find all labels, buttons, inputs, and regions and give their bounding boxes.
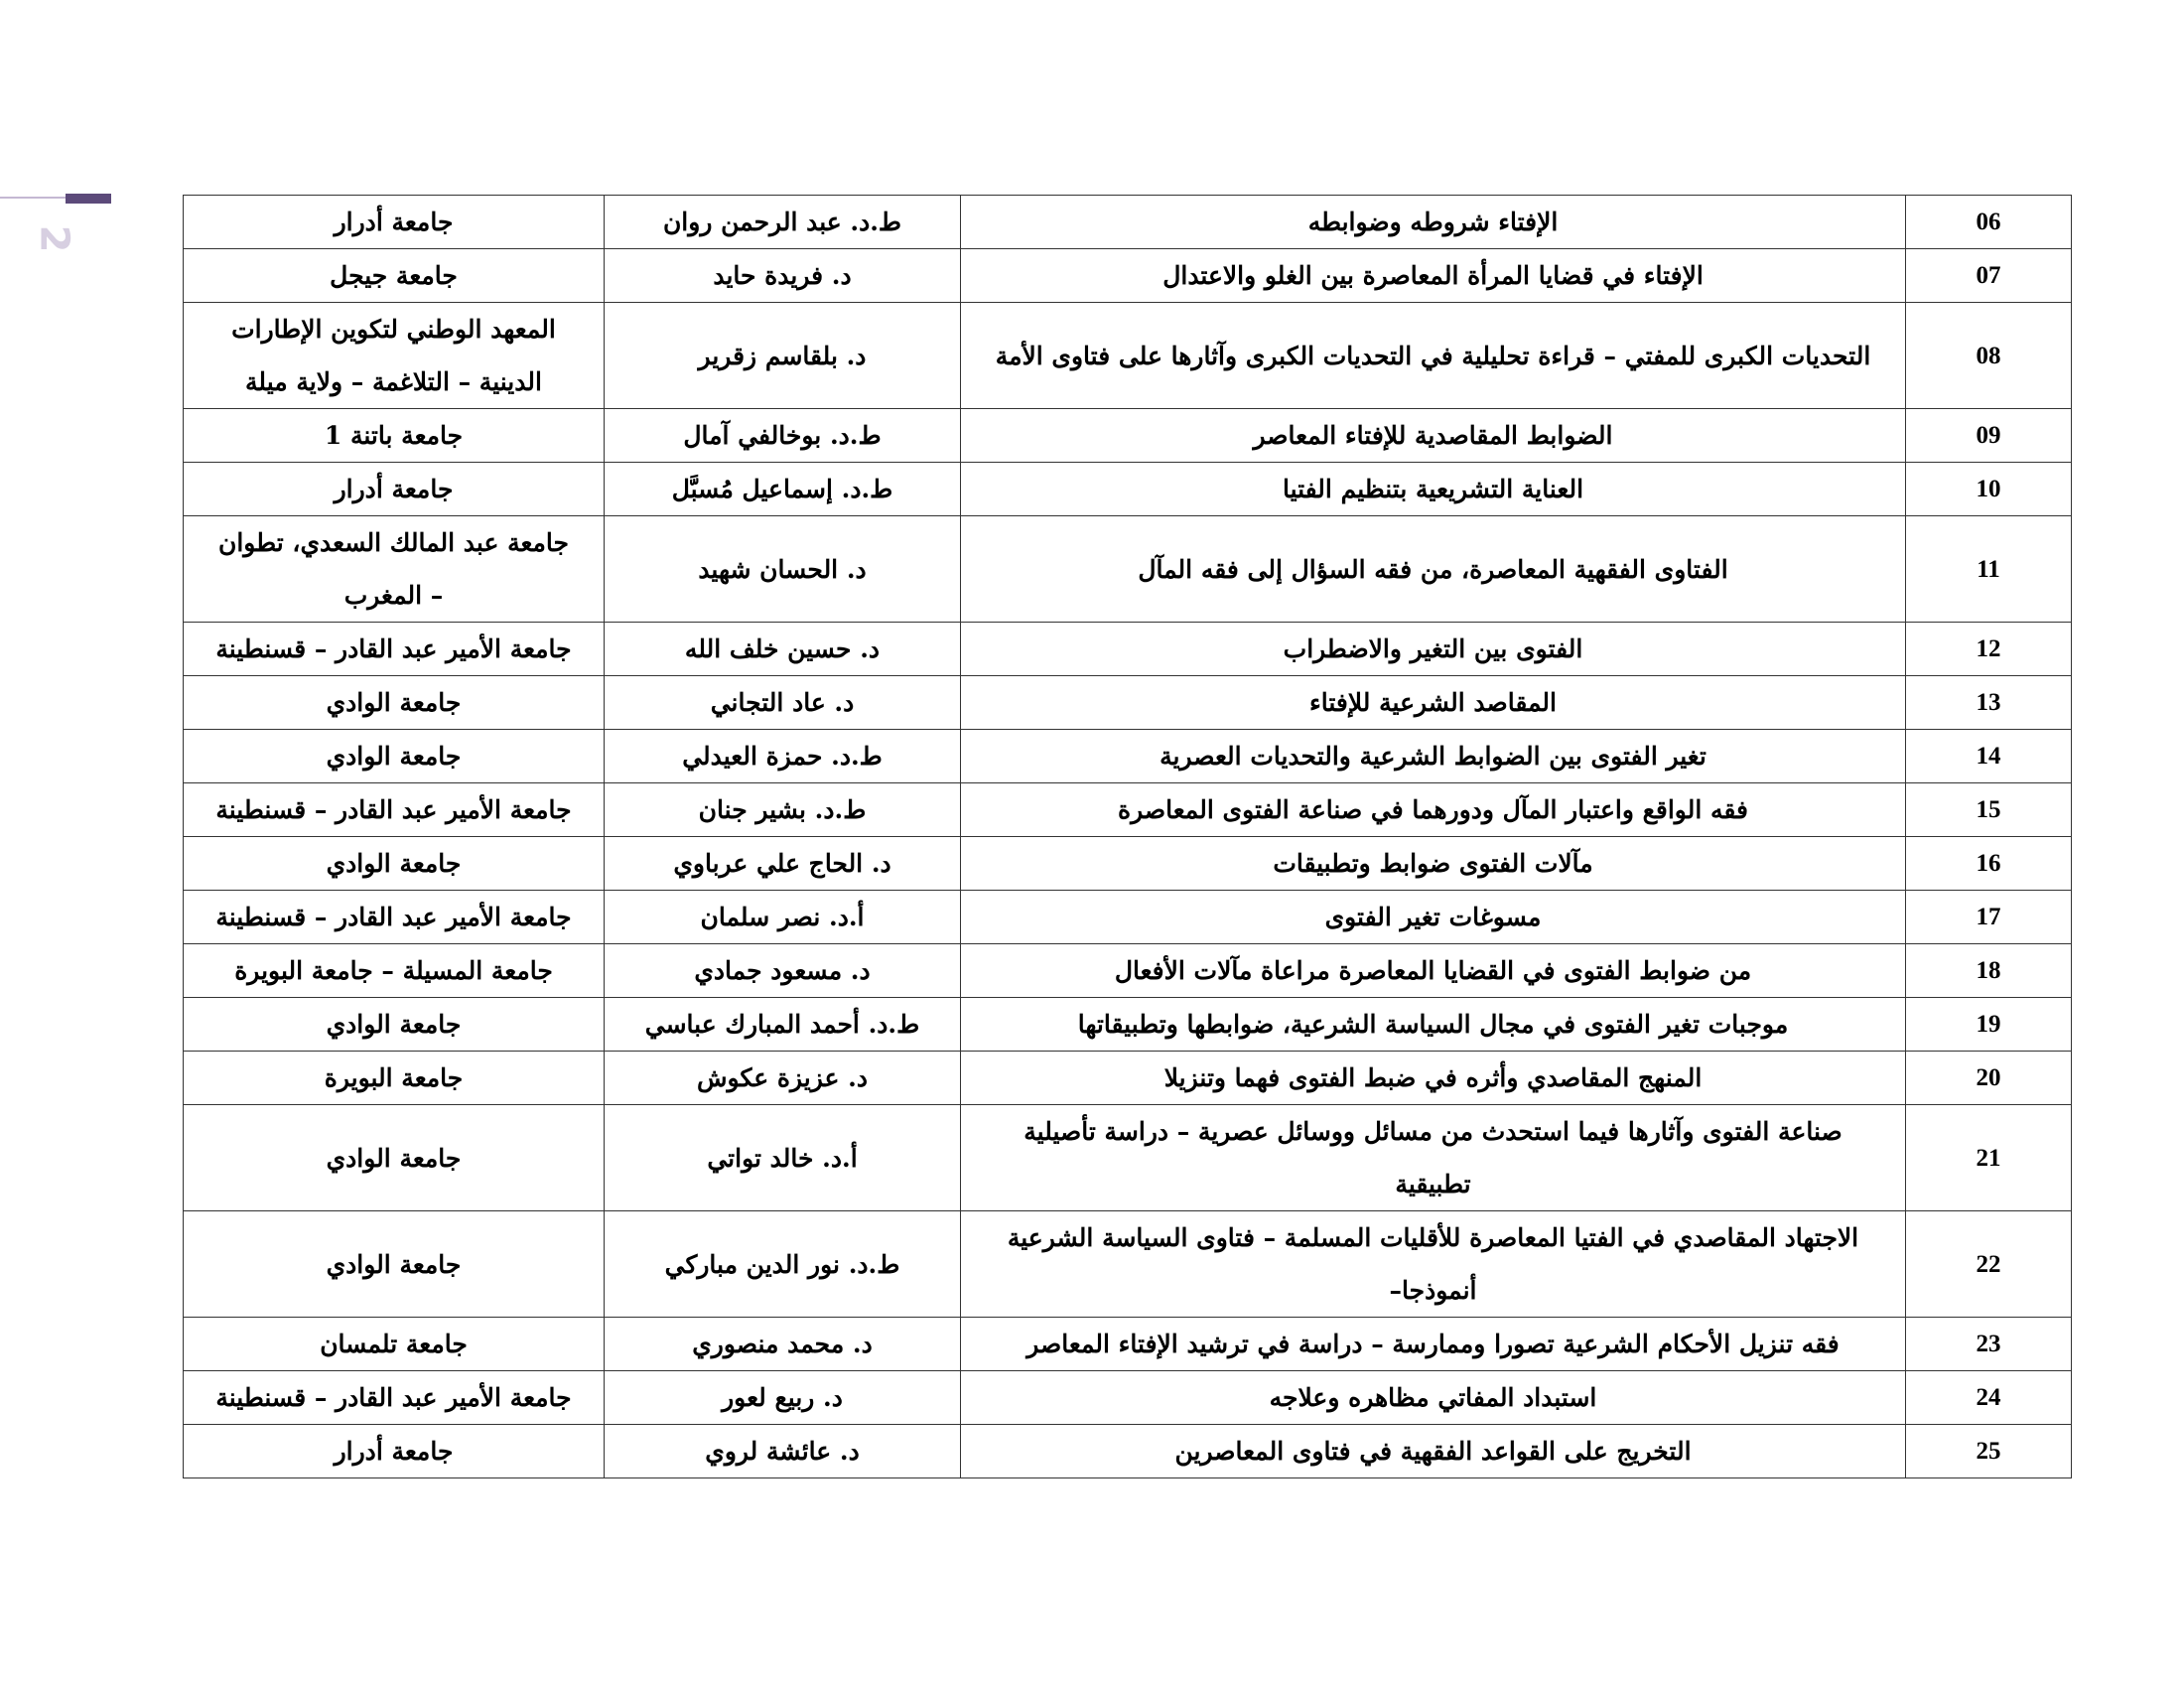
table-row <box>184 516 2072 623</box>
paper-title: الإفتاء في قضايا المرأة المعاصرة بين الغلو والاعتدال <box>961 249 1906 303</box>
paper-number: 22 <box>1906 1211 2072 1318</box>
paper-author: ط.د. إسماعيل مُسبَّل <box>605 463 961 516</box>
paper-institution: جامعة تلمسان <box>184 1318 605 1371</box>
paper-title: المقاصد الشرعية للإفتاء <box>961 676 1906 730</box>
table-row <box>184 409 2072 463</box>
paper-author: د. الحسان شهيد <box>605 516 961 623</box>
table-row <box>184 1425 2072 1478</box>
paper-author: ط.د. بوخالفي آمال <box>605 409 961 463</box>
table-row <box>184 676 2072 730</box>
paper-number: 23 <box>1906 1318 2072 1371</box>
paper-number: 17 <box>1906 891 2072 944</box>
paper-title: الإفتاء شروطه وضوابطه <box>961 196 1906 249</box>
page-marker-tab <box>66 194 111 204</box>
table-row <box>184 623 2072 676</box>
paper-author: د. مسعود جمادي <box>605 944 961 998</box>
paper-institution: جامعة جيجل <box>184 249 605 303</box>
table-row <box>184 1105 2072 1211</box>
paper-title: العناية التشريعية بتنظيم الفتيا <box>961 463 1906 516</box>
paper-author: د. حسين خلف الله <box>605 623 961 676</box>
paper-author: ط.د. بشير جنان <box>605 783 961 837</box>
paper-institution: جامعة الأمير عبد القادر – قسنطينة <box>184 783 605 837</box>
paper-title: مسوغات تغير الفتوى <box>961 891 1906 944</box>
paper-author: د. عاد التجاني <box>605 676 961 730</box>
paper-title: فقه الواقع واعتبار المآل ودورهما في صناعة الفتوى المعاصرة <box>961 783 1906 837</box>
paper-author: د. بلقاسم زقرير <box>605 303 961 409</box>
paper-institution: جامعة المسيلة – جامعة البويرة <box>184 944 605 998</box>
paper-author: د. فريدة حايد <box>605 249 961 303</box>
table-row <box>184 998 2072 1052</box>
paper-author: د. ربيع لعور <box>605 1371 961 1425</box>
paper-title: مآلات الفتوى ضوابط وتطبيقات <box>961 837 1906 891</box>
paper-number: 09 <box>1906 409 2072 463</box>
paper-number: 16 <box>1906 837 2072 891</box>
paper-title: المنهج المقاصدي وأثره في ضبط الفتوى فهما وتنزيلا <box>961 1052 1906 1105</box>
paper-institution: جامعة أدرار <box>184 196 605 249</box>
paper-author: د. الحاج علي عرباوي <box>605 837 961 891</box>
table-row <box>184 891 2072 944</box>
paper-number: 07 <box>1906 249 2072 303</box>
paper-number: 15 <box>1906 783 2072 837</box>
paper-institution: جامعة الوادي <box>184 1211 605 1318</box>
paper-institution: جامعة الأمير عبد القادر – قسنطينة <box>184 891 605 944</box>
paper-title: من ضوابط الفتوى في القضايا المعاصرة مراعاة مآلات الأفعال <box>961 944 1906 998</box>
paper-title: التخريج على القواعد الفقهية في فتاوى المعاصرين <box>961 1425 1906 1478</box>
table-row <box>184 783 2072 837</box>
paper-number: 06 <box>1906 196 2072 249</box>
paper-number: 19 <box>1906 998 2072 1052</box>
paper-author: أ.د. خالد تواتي <box>605 1105 961 1211</box>
paper-institution: جامعة الوادي <box>184 730 605 783</box>
paper-number: 25 <box>1906 1425 2072 1478</box>
table-row <box>184 1211 2072 1318</box>
paper-author: د. عائشة لروي <box>605 1425 961 1478</box>
table-row <box>184 1371 2072 1425</box>
paper-number: 24 <box>1906 1371 2072 1425</box>
table-row <box>184 303 2072 409</box>
paper-institution: جامعة الأمير عبد القادر – قسنطينة <box>184 1371 605 1425</box>
paper-title: الفتاوى الفقهية المعاصرة، من فقه السؤال إلى فقه المآل <box>961 516 1906 623</box>
paper-institution: جامعة الوادي <box>184 998 605 1052</box>
paper-institution: جامعة الأمير عبد القادر – قسنطينة <box>184 623 605 676</box>
paper-number: 13 <box>1906 676 2072 730</box>
paper-institution: المعهد الوطني لتكوين الإطارات الدينية – التلاغمة – ولاية ميلة <box>184 303 605 409</box>
page-number: 2 <box>31 224 77 254</box>
paper-number: 11 <box>1906 516 2072 623</box>
paper-title: موجبات تغير الفتوى في مجال السياسة الشرعية، ضوابطها وتطبيقاتها <box>961 998 1906 1052</box>
paper-author: أ.د. نصر سلمان <box>605 891 961 944</box>
table-row <box>184 730 2072 783</box>
table-row <box>184 196 2072 249</box>
paper-institution: جامعة الوادي <box>184 1105 605 1211</box>
table-row <box>184 463 2072 516</box>
paper-title: صناعة الفتوى وآثارها فيما استحدث من مسائل ووسائل عصرية – دراسة تأصيلية تطبيقية <box>961 1105 1906 1211</box>
table-row <box>184 1318 2072 1371</box>
paper-institution: جامعة الوادي <box>184 837 605 891</box>
papers-table <box>183 195 2072 1478</box>
paper-author: د. محمد منصوري <box>605 1318 961 1371</box>
paper-title: الاجتهاد المقاصدي في الفتيا المعاصرة للأقليات المسلمة – فتاوى السياسة الشرعية أنموذجا– <box>961 1211 1906 1318</box>
paper-institution: جامعة البويرة <box>184 1052 605 1105</box>
paper-institution: جامعة الوادي <box>184 676 605 730</box>
paper-number: 08 <box>1906 303 2072 409</box>
paper-author: ط.د. أحمد المبارك عباسي <box>605 998 961 1052</box>
paper-title: فقه تنزيل الأحكام الشرعية تصورا وممارسة – دراسة في ترشيد الإفتاء المعاصر <box>961 1318 1906 1371</box>
paper-author: ط.د. عبد الرحمن روان <box>605 196 961 249</box>
paper-institution: جامعة باتنة 1 <box>184 409 605 463</box>
paper-title: استبداد المفاتي مظاهره وعلاجه <box>961 1371 1906 1425</box>
paper-number: 20 <box>1906 1052 2072 1105</box>
table-row <box>184 944 2072 998</box>
paper-number: 14 <box>1906 730 2072 783</box>
paper-number: 21 <box>1906 1105 2072 1211</box>
paper-author: ط.د. نور الدين مباركي <box>605 1211 961 1318</box>
paper-author: ط.د. حمزة العيدلي <box>605 730 961 783</box>
paper-number: 18 <box>1906 944 2072 998</box>
paper-title: الضوابط المقاصدية للإفتاء المعاصر <box>961 409 1906 463</box>
table-row <box>184 249 2072 303</box>
paper-title: الفتوى بين التغير والاضطراب <box>961 623 1906 676</box>
paper-institution: جامعة عبد المالك السعدي، تطوان – المغرب <box>184 516 605 623</box>
paper-title: تغير الفتوى بين الضوابط الشرعية والتحديات العصرية <box>961 730 1906 783</box>
paper-institution: جامعة أدرار <box>184 463 605 516</box>
table-row <box>184 1052 2072 1105</box>
paper-author: د. عزيزة عكوش <box>605 1052 961 1105</box>
paper-number: 10 <box>1906 463 2072 516</box>
paper-title: التحديات الكبرى للمفتي – قراءة تحليلية في التحديات الكبرى وآثارها على فتاوى الأمة <box>961 303 1906 409</box>
paper-institution: جامعة أدرار <box>184 1425 605 1478</box>
table-row <box>184 837 2072 891</box>
page-marker <box>0 194 111 204</box>
paper-number: 12 <box>1906 623 2072 676</box>
